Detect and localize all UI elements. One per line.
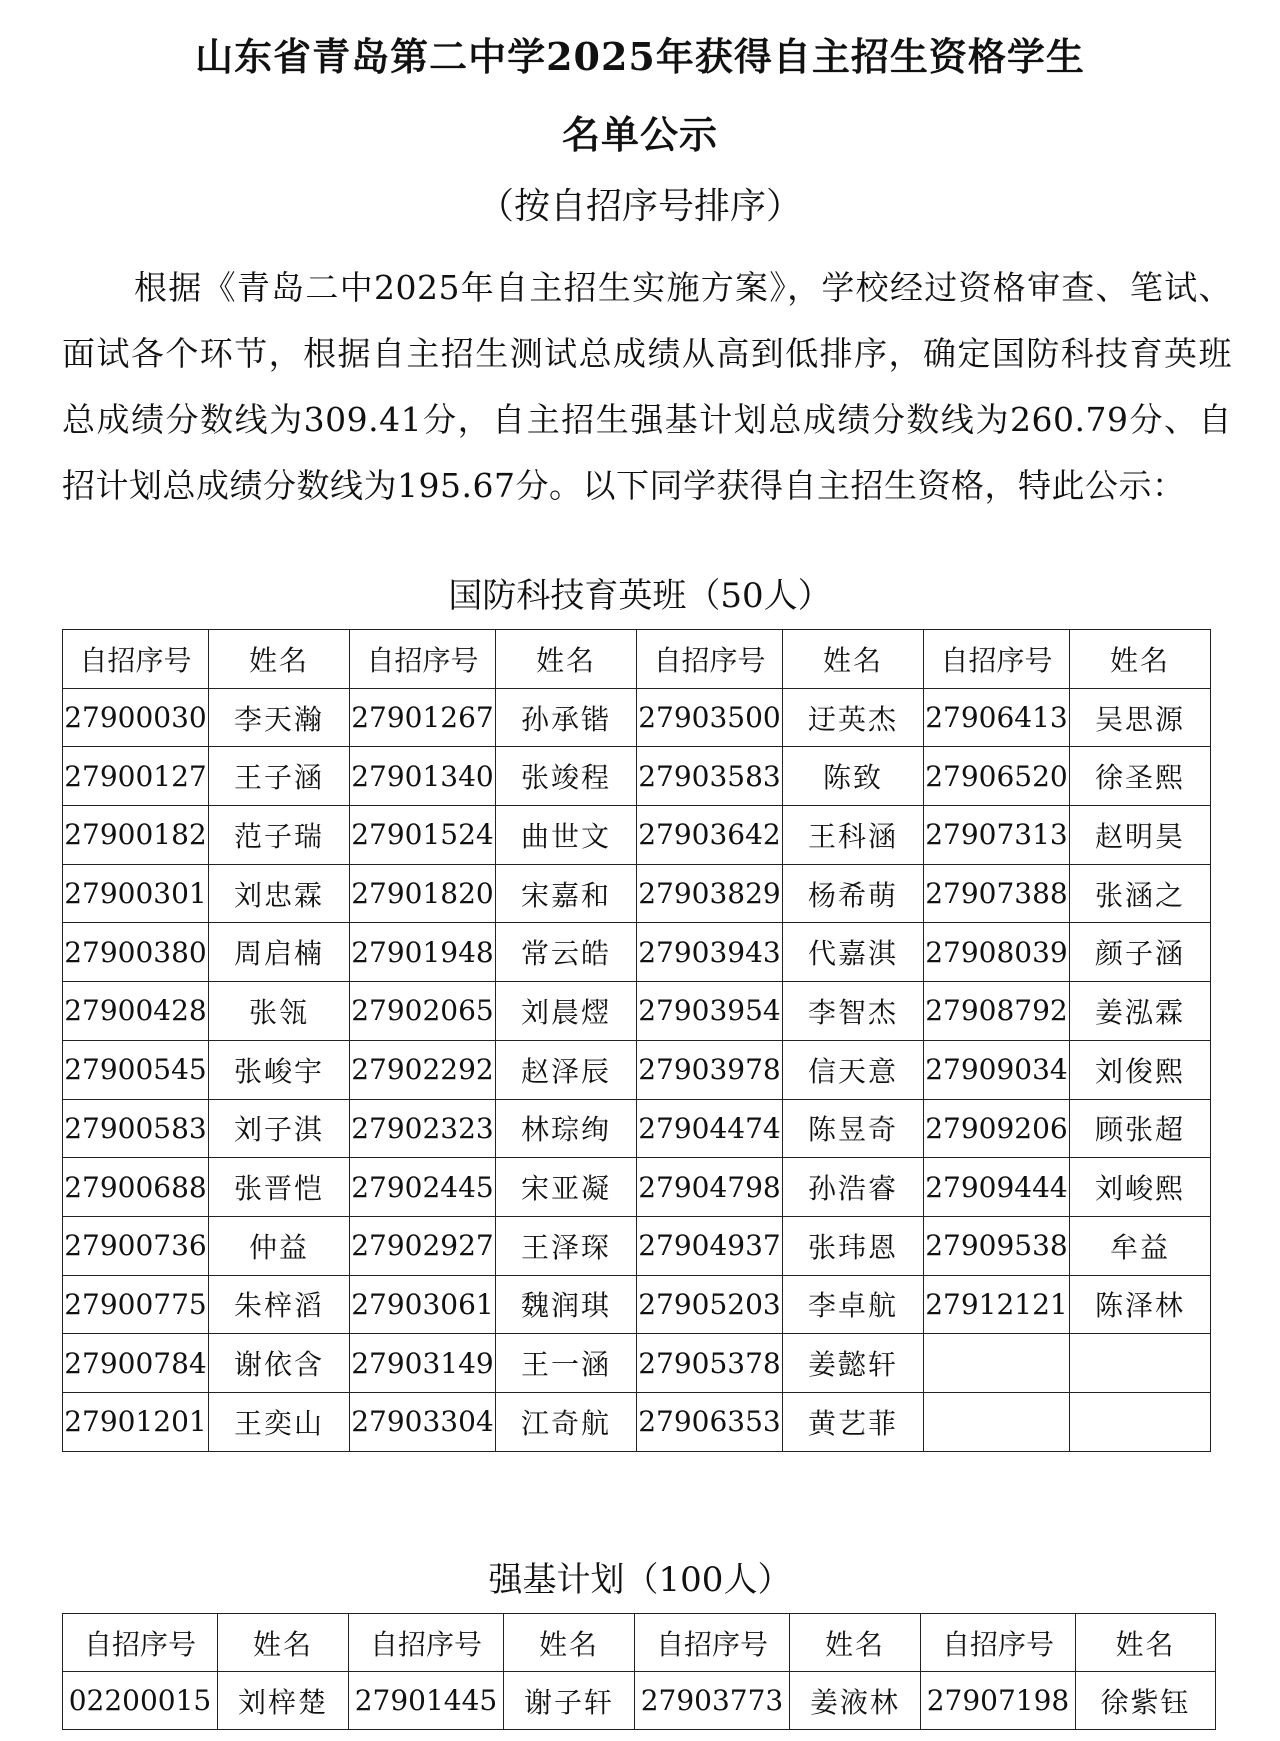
student-name-cell: 常云皓: [496, 923, 637, 982]
roster-table-strong-base: [62, 1613, 1216, 1730]
student-name-cell: 范子瑞: [209, 806, 350, 865]
student-id-cell: 27901820: [350, 864, 496, 923]
column-header-id: 自招序号: [349, 1614, 504, 1672]
student-name-cell: 姜泓霖: [1070, 982, 1211, 1041]
student-name-cell: 王科涵: [783, 806, 924, 865]
section-title-strong-base: 强基计划（100人）: [488, 1560, 792, 1600]
student-id-cell: 27900545: [63, 1040, 209, 1099]
column-header-id: 自招序号: [921, 1614, 1076, 1672]
student-id-cell: 27902323: [350, 1099, 496, 1158]
student-id-cell: 27900736: [63, 1216, 209, 1275]
student-name-cell: 王泽琛: [496, 1216, 637, 1275]
student-id-cell: [924, 1334, 1070, 1393]
student-name-cell: 吴思源: [1070, 688, 1211, 747]
student-name-cell: 张玮恩: [783, 1216, 924, 1275]
student-id-cell: 27900301: [63, 864, 209, 923]
table-row: [63, 1672, 1216, 1730]
student-name-cell: 赵明昊: [1070, 806, 1211, 865]
table-row: [63, 747, 1211, 806]
student-name-cell: 代嘉淇: [783, 923, 924, 982]
student-id-cell: 27901201: [63, 1392, 209, 1451]
student-id-cell: 27904798: [637, 1158, 783, 1217]
student-name-cell: 朱梓滔: [209, 1275, 350, 1334]
student-name-cell: 孙承锴: [496, 688, 637, 747]
table-header-row: [63, 630, 1211, 689]
student-name-cell: 徐圣熙: [1070, 747, 1211, 806]
student-name-cell: 周启楠: [209, 923, 350, 982]
table-row: [63, 1099, 1211, 1158]
student-name-cell: 江奇航: [496, 1392, 637, 1451]
student-name-cell: 姜液林: [790, 1672, 921, 1730]
student-id-cell: 27903304: [350, 1392, 496, 1451]
document-subtitle: （按自招序号排序）: [477, 186, 802, 227]
table-row: [63, 864, 1211, 923]
student-name-cell: 刘俊熙: [1070, 1040, 1211, 1099]
student-name-cell: 张瓴: [209, 982, 350, 1041]
student-id-cell: 27900182: [63, 806, 209, 865]
student-name-cell: 张晋恺: [209, 1158, 350, 1217]
student-id-cell: 27904474: [637, 1099, 783, 1158]
student-name-cell: 王子涵: [209, 747, 350, 806]
student-name-cell: 刘子淇: [209, 1099, 350, 1158]
column-header-name: 姓名: [1076, 1614, 1216, 1672]
student-id-cell: 27909538: [924, 1216, 1070, 1275]
student-name-cell: 李智杰: [783, 982, 924, 1041]
student-id-cell: 27901267: [350, 688, 496, 747]
student-id-cell: 27900583: [63, 1099, 209, 1158]
student-name-cell: 王一涵: [496, 1334, 637, 1393]
column-header-id: 自招序号: [350, 630, 496, 689]
student-id-cell: 27909034: [924, 1040, 1070, 1099]
student-name-cell: 宋嘉和: [496, 864, 637, 923]
student-name-cell: 魏润琪: [496, 1275, 637, 1334]
column-header-name: 姓名: [790, 1614, 921, 1672]
student-name-cell: 仲益: [209, 1216, 350, 1275]
student-name-cell: 张峻宇: [209, 1040, 350, 1099]
student-id-cell: 27903149: [350, 1334, 496, 1393]
table-row: [63, 982, 1211, 1041]
student-name-cell: 刘梓楚: [218, 1672, 349, 1730]
column-header-id: 自招序号: [637, 630, 783, 689]
student-id-cell: 27900775: [63, 1275, 209, 1334]
column-header-id: 自招序号: [635, 1614, 790, 1672]
student-id-cell: 27901340: [350, 747, 496, 806]
student-id-cell: 27901524: [350, 806, 496, 865]
student-id-cell: 27907388: [924, 864, 1070, 923]
student-name-cell: 曲世文: [496, 806, 637, 865]
document-title: 山东省青岛第二中学2025年获得自主招生资格学生: [195, 34, 1085, 79]
student-id-cell: 27901948: [350, 923, 496, 982]
student-name-cell: 顾张超: [1070, 1099, 1211, 1158]
column-header-name: 姓名: [1070, 630, 1211, 689]
student-id-cell: [924, 1392, 1070, 1451]
student-id-cell: 27900127: [63, 747, 209, 806]
student-id-cell: 27903642: [637, 806, 783, 865]
table-row: [63, 1040, 1211, 1099]
student-name-cell: 林琮绚: [496, 1099, 637, 1158]
student-id-cell: 27906413: [924, 688, 1070, 747]
student-name-cell: 陈泽林: [1070, 1275, 1211, 1334]
student-name-cell: 姜懿轩: [783, 1334, 924, 1393]
student-name-cell: 王奕山: [209, 1392, 350, 1451]
student-id-cell: 27900428: [63, 982, 209, 1041]
column-header-name: 姓名: [783, 630, 924, 689]
student-id-cell: 27905378: [637, 1334, 783, 1393]
column-header-name: 姓名: [209, 630, 350, 689]
student-name-cell: 陈昱奇: [783, 1099, 924, 1158]
student-id-cell: 27903978: [637, 1040, 783, 1099]
student-name-cell: 信天意: [783, 1040, 924, 1099]
roster-table-defense-class: [62, 629, 1211, 1452]
student-id-cell: 27903773: [635, 1672, 790, 1730]
student-id-cell: 27900030: [63, 688, 209, 747]
table-row: [63, 1334, 1211, 1393]
table-row: [63, 1275, 1211, 1334]
student-name-cell: 李天瀚: [209, 688, 350, 747]
student-id-cell: 27902445: [350, 1158, 496, 1217]
student-id-cell: 27902927: [350, 1216, 496, 1275]
student-id-cell: 27909206: [924, 1099, 1070, 1158]
table-header-row: [63, 1614, 1216, 1672]
student-id-cell: 27902292: [350, 1040, 496, 1099]
student-name-cell: 赵泽辰: [496, 1040, 637, 1099]
student-name-cell: 颜子涵: [1070, 923, 1211, 982]
column-header-id: 自招序号: [924, 630, 1070, 689]
student-id-cell: 27909444: [924, 1158, 1070, 1217]
student-name-cell: 谢子轩: [504, 1672, 635, 1730]
student-id-cell: 27905203: [637, 1275, 783, 1334]
student-name-cell: [1070, 1392, 1211, 1451]
student-name-cell: 李卓航: [783, 1275, 924, 1334]
student-id-cell: 27906520: [924, 747, 1070, 806]
document-title-line2: 名单公示: [561, 112, 718, 157]
student-id-cell: 27912121: [924, 1275, 1070, 1334]
student-id-cell: 27900380: [63, 923, 209, 982]
student-name-cell: 刘晨熤: [496, 982, 637, 1041]
column-header-id: 自招序号: [63, 630, 209, 689]
table-row: [63, 688, 1211, 747]
table-row: [63, 1216, 1211, 1275]
section-title-defense-class: 国防科技育英班（50人）: [448, 576, 832, 616]
student-name-cell: 张竣程: [496, 747, 637, 806]
student-id-cell: 27903500: [637, 688, 783, 747]
student-name-cell: 刘峻熙: [1070, 1158, 1211, 1217]
student-name-cell: 张涵之: [1070, 864, 1211, 923]
student-name-cell: 徐紫钰: [1076, 1672, 1216, 1730]
table-row: [63, 1392, 1211, 1451]
announcement-paragraph: 根据《青岛二中2025年自主招生实施方案》，学校经过资格审查、笔试、面试各个环节，根据自主招生测试总成绩从高到低排序，确定国防科技育英班总成绩分数线为309.41分，自主招生强基计划总成绩分数线为260.79分、自招计划总成绩分数线为195.67分。以下同学获得自主招生资格，特此公示：: [62, 268, 1232, 505]
student-id-cell: 27903583: [637, 747, 783, 806]
student-id-cell: 27907313: [924, 806, 1070, 865]
student-name-cell: 谢依含: [209, 1334, 350, 1393]
table-row: [63, 806, 1211, 865]
student-name-cell: 牟益: [1070, 1216, 1211, 1275]
student-id-cell: 27902065: [350, 982, 496, 1041]
table-row: [63, 1158, 1211, 1217]
student-name-cell: 宋亚凝: [496, 1158, 637, 1217]
student-name-cell: 刘忠霖: [209, 864, 350, 923]
student-id-cell: 27908039: [924, 923, 1070, 982]
student-id-cell: 27908792: [924, 982, 1070, 1041]
table-row: [63, 923, 1211, 982]
student-id-cell: 27906353: [637, 1392, 783, 1451]
student-id-cell: 27903954: [637, 982, 783, 1041]
student-id-cell: 27903061: [350, 1275, 496, 1334]
student-id-cell: 27901445: [349, 1672, 504, 1730]
student-name-cell: 杨希萌: [783, 864, 924, 923]
student-id-cell: 27900688: [63, 1158, 209, 1217]
student-id-cell: 27907198: [921, 1672, 1076, 1730]
student-id-cell: 27903943: [637, 923, 783, 982]
column-header-id: 自招序号: [63, 1614, 218, 1672]
student-name-cell: 陈致: [783, 747, 924, 806]
column-header-name: 姓名: [504, 1614, 635, 1672]
student-name-cell: 黄艺菲: [783, 1392, 924, 1451]
column-header-name: 姓名: [218, 1614, 349, 1672]
column-header-name: 姓名: [496, 630, 637, 689]
student-name-cell: 孙浩睿: [783, 1158, 924, 1217]
student-id-cell: 27900784: [63, 1334, 209, 1393]
student-id-cell: 27903829: [637, 864, 783, 923]
student-id-cell: 27904937: [637, 1216, 783, 1275]
student-id-cell: 02200015: [63, 1672, 218, 1730]
student-name-cell: [1070, 1334, 1211, 1393]
student-name-cell: 迂英杰: [783, 688, 924, 747]
